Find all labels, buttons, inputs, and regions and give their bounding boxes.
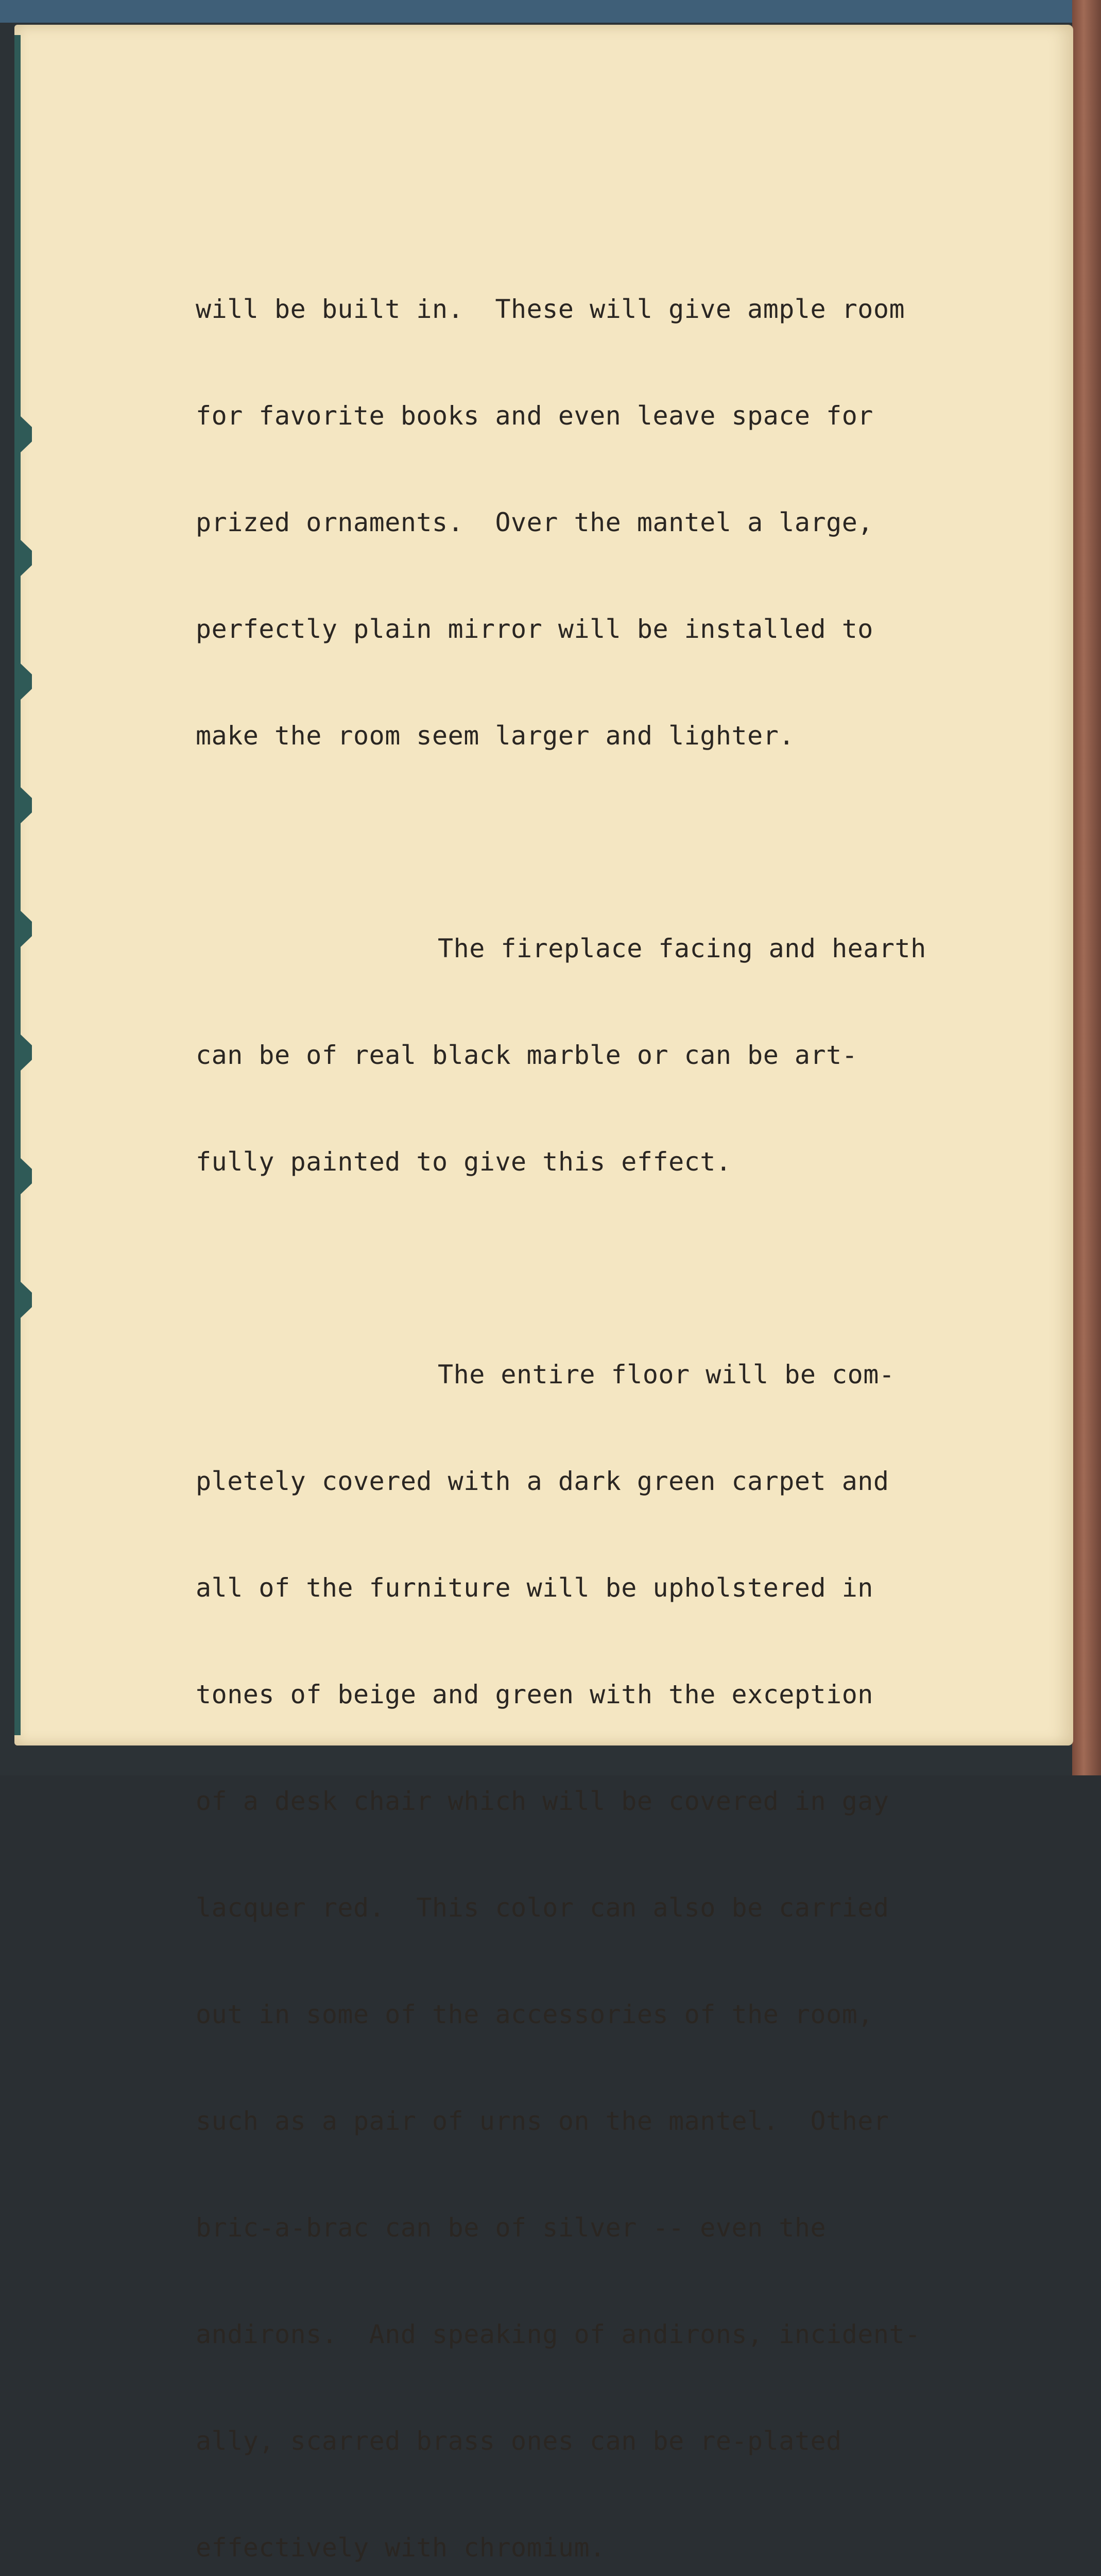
text-line: effectively with chromium. xyxy=(196,2533,606,2563)
text-line: The fireplace facing and hearth xyxy=(438,934,926,963)
binding-stitch-marks xyxy=(21,25,36,1745)
text-line: of a desk chair which will be covered in gay xyxy=(196,1786,889,1816)
book-cover-edge-right xyxy=(1072,0,1101,1775)
text-line: andirons. And speaking of andirons, incident- xyxy=(196,2319,921,2349)
book-page xyxy=(14,25,1073,2563)
text-line: prized ornaments. Over the mantel a large, xyxy=(196,507,873,537)
text-line: perfectly plain mirror will be installed to xyxy=(196,614,873,644)
text-line: bric-a-brac can be of silver -- even the xyxy=(196,2213,827,2243)
text-line: fully painted to give this effect. xyxy=(196,1147,732,1177)
typewritten-text xyxy=(196,221,1030,2576)
text-line: pletely covered with a dark green carpet and xyxy=(196,1466,889,1496)
paragraph-2 xyxy=(196,860,1030,1251)
text-line: can be of real black marble or can be art- xyxy=(196,1040,858,1070)
text-line: such as a pair of urns on the mantel. Other xyxy=(196,2106,889,2136)
paragraph-3 xyxy=(196,1286,1030,2576)
text-line: make the room seem larger and lighter. xyxy=(196,721,795,751)
text-line: The entire floor will be com- xyxy=(438,1360,895,1389)
text-line: for favorite books and even leave space for xyxy=(196,401,873,431)
book-cover-edge-top xyxy=(0,0,1101,23)
text-line: lacquer red. This color can also be carried xyxy=(196,1893,889,1923)
text-line: all of the furniture will be upholstered in xyxy=(196,1573,873,1603)
paragraph-1 xyxy=(196,221,1030,825)
text-line: ally, scarred brass ones can be re-plated xyxy=(196,2426,842,2456)
text-line: out in some of the accessories of the room, xyxy=(196,1999,873,2029)
text-line: tones of beige and green with the exception xyxy=(196,1680,873,1709)
text-line: will be built in. These will give ample room xyxy=(196,294,905,324)
binding-stripe xyxy=(14,35,21,1735)
